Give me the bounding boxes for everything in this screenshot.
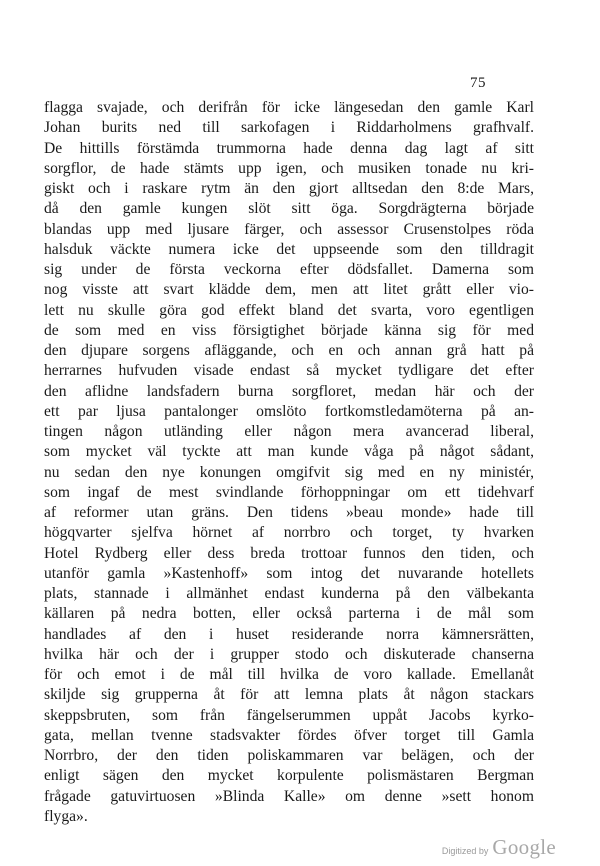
text-line: som ingaf de mest svindlande förhoppningar om ett tidehvarf [44, 483, 534, 501]
text-line: nog visste att svart klädde dem, men att litet grått eller vio- [44, 281, 534, 299]
text-line: gata, mellan tvenne stadsvakter fördes öfver torget till Gamla [44, 726, 534, 744]
text-line: som mycket väl tyckte att man kunde våga på något sådant, [44, 443, 534, 461]
text-line: för och emot i de mål till hvilka de voro kallade. Emellanåt [44, 666, 534, 683]
text-line: flyga». [44, 807, 88, 825]
text-line: skeppsbruten, som från fängelserummen uppåt Jacobs kyrko- [44, 706, 534, 724]
text-line: den djupare sorgens afläggande, och en och annan grå hatt på [44, 342, 534, 359]
text-line: lett nu skulle göra god effekt bland det svarta, voro egentligen [44, 301, 534, 319]
text-line: Johan burits ned till sarkofagen i Riddarholmens grafhvalf. [44, 119, 534, 137]
text-line: handlades af den i huset residerande norra kämnersrätten, [44, 625, 534, 643]
text-line: den aflidne landsfadern burna sorgfloret, medan här och der [44, 382, 534, 400]
text-line: sorgflor, de hade stämts upp igen, och musiken tonade nu kri- [44, 159, 534, 177]
text-line: utanför gamla »Kastenhoff» som intog det nuvarande hotellets [44, 564, 534, 582]
text-line: då den gamle kungen slöt sitt öga. Sorgdrägterna började [44, 200, 534, 218]
text-line: halsduk väckte numera icke det uppseende som den tilldragit [44, 240, 534, 258]
watermark-prefix: Digitized by [441, 846, 489, 856]
text-line: ett par ljusa pantalonger omslöto fortkomstledamöterna på an- [44, 402, 534, 420]
text-line: högqvarter sjelfva hörnet af norrbro och torget, ty hvarken [44, 524, 534, 542]
text-line: källaren på nedra botten, eller också parterna i de mål som [44, 605, 534, 623]
text-line: nu sedan den nye konungen omgifvit sig med en ny ministér, [44, 463, 534, 481]
text-line: frågade gatuvirtuosen »Blinda Kalle» om denne »sett honom [44, 787, 534, 805]
text-line: af reformer utan gräns. Den tidens »beau monde» hade till [44, 504, 534, 521]
text-line: sig under de första veckorna efter dödsfallet. Damerna som [44, 261, 534, 278]
text-line: Norrbro, der den tiden poliskammaren var belägen, och der [44, 747, 534, 764]
text-line: skiljde sig grupperna åt för att lemna plats åt någon stackars [44, 686, 534, 704]
text-line: De hittills förstämda trummorna hade denna dag lagt af sitt [44, 139, 534, 157]
text-line: blandas upp med ljusare färger, och assessor Crusenstolpes röda [44, 220, 534, 238]
text-line: herrarnes hufvuden visade endast så mycket tydligare det efter [44, 362, 534, 380]
text-line: plats, stannade i allmänhet endast kunderna på den välbekanta [44, 585, 534, 602]
text-line: hvilka här och der i grupper stodo och diskuterade chanserna [44, 645, 534, 663]
body-text [44, 98, 534, 827]
text-line: flagga svajade, och derifrån för icke längesedan den gamle Karl [44, 99, 534, 116]
google-logo: Google [492, 835, 556, 859]
page-number: 75 [470, 75, 486, 91]
digitized-watermark [442, 835, 556, 860]
text-line: de som med en viss försigtighet började känna sig för med [44, 321, 534, 339]
text-line: giskt och i raskare rytm än den gjort alltsedan den 8:de Mars, [44, 180, 534, 197]
text-line: enligt sägen den mycket korpulente polismästaren Bergman [44, 767, 534, 785]
text-line: tingen någon utländing eller någon mera avancerad liberal, [44, 423, 534, 440]
text-line: Hotel Rydberg eller dess breda trottoar funnos den tiden, och [44, 544, 534, 562]
